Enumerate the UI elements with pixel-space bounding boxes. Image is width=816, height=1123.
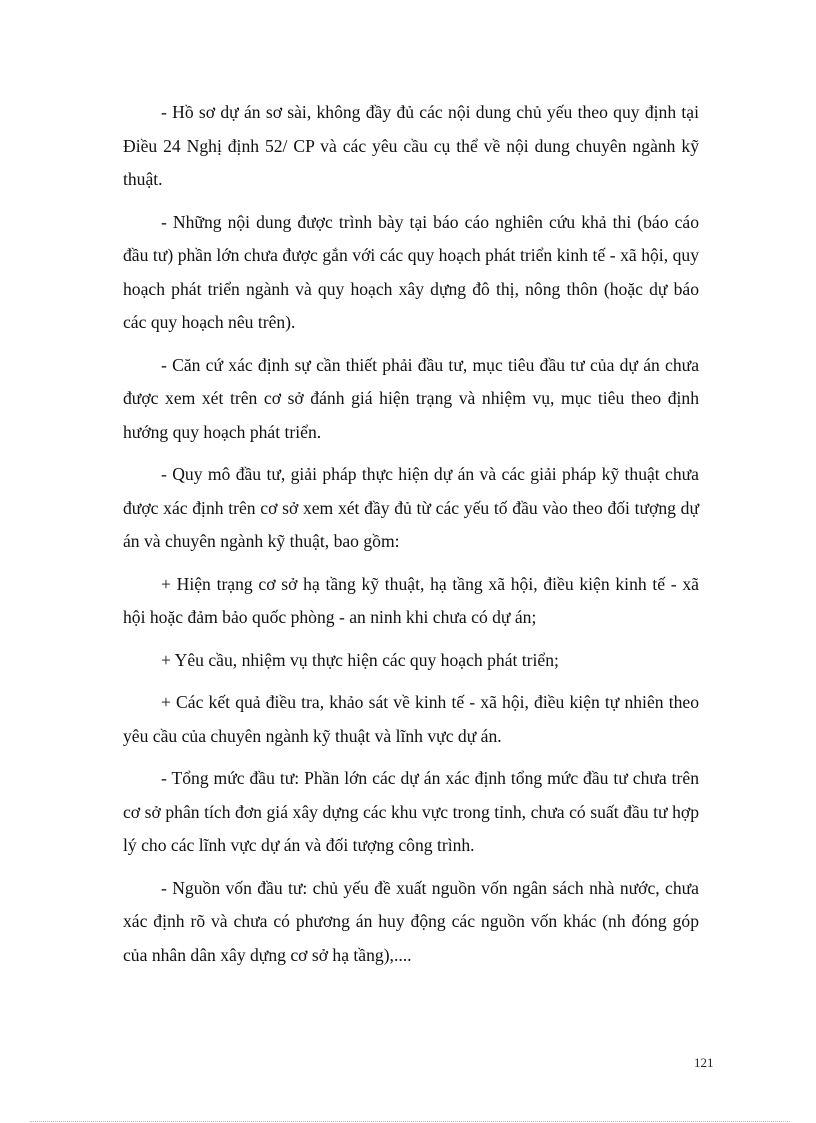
paragraph-planning-requirements: + Yêu cầu, nhiệm vụ thực hiện các quy hoạch phát triển;	[161, 649, 559, 670]
paragraph-total-investment: - Tổng mức đầu tư: Phần lớn các dự án xác định tổng mức đầu tư chưa trên cơ sở phân tích đơn giá xây dựng các khu vực trong tỉnh, chưa có suất đầu tư hợp lý cho các lĩnh vực dự án và đối tượng công trình.	[123, 768, 699, 855]
paragraph-feasibility-report: - Những nội dung được trình bày tại báo cáo nghiên cứu khả thi (báo cáo đầu tư) phần lớn chưa được gắn với các quy hoạch phát triển kinh tế - xã hội, quy hoạch phát triển ngành và quy hoạch xây dựng đô thị, nông thôn (hoặc dự báo các quy hoạch nêu trên).	[123, 211, 699, 332]
footer-divider	[30, 1121, 790, 1122]
paragraph-investment-necessity: - Căn cứ xác định sự cần thiết phải đầu tư, mục tiêu đầu tư của dự án chưa được xem xét trên cơ sở đánh giá hiện trạng và nhiệm vụ, mục tiêu theo định hướng quy hoạch phát triển.	[123, 354, 699, 442]
document-body	[123, 96, 699, 981]
paragraph-investment-scale: - Quy mô đầu tư, giải pháp thực hiện dự án và các giải pháp kỹ thuật chưa được xác định trên cơ sở xem xét đầy đủ từ các yếu tố đầu vào theo đối tượng dự án và chuyên ngành kỹ thuật, bao gồm:	[123, 464, 699, 551]
page-number: 121	[694, 1055, 714, 1070]
paragraph-infrastructure-status: + Hiện trạng cơ sở hạ tầng kỹ thuật, hạ tầng xã hội, điều kiện kinh tế - xã hội hoặc đảm bảo quốc phòng - an ninh khi chưa có dự án;	[123, 573, 699, 627]
paragraph-capital-sources: - Nguồn vốn đầu tư: chủ yếu đề xuất nguồn vốn ngân sách nhà nước, chưa xác định rõ và chưa có phương án huy động các nguồn vốn khác (nh đóng góp của nhân dân xây dựng cơ sở hạ tầng),....	[123, 877, 699, 965]
paragraph-project-dossier: - Hồ sơ dự án sơ sài, không đầy đủ các nội dung chủ yếu theo quy định tại Điều 24 Nghị định 52/ CP và các yêu cầu cụ thể về nội dung chuyên ngành kỹ thuật.	[123, 102, 699, 189]
paragraph-survey-results: + Các kết quả điều tra, khảo sát về kinh tế - xã hội, điều kiện tự nhiên theo yêu cầu của chuyên ngành kỹ thuật và lĩnh vực dự án.	[123, 692, 699, 746]
